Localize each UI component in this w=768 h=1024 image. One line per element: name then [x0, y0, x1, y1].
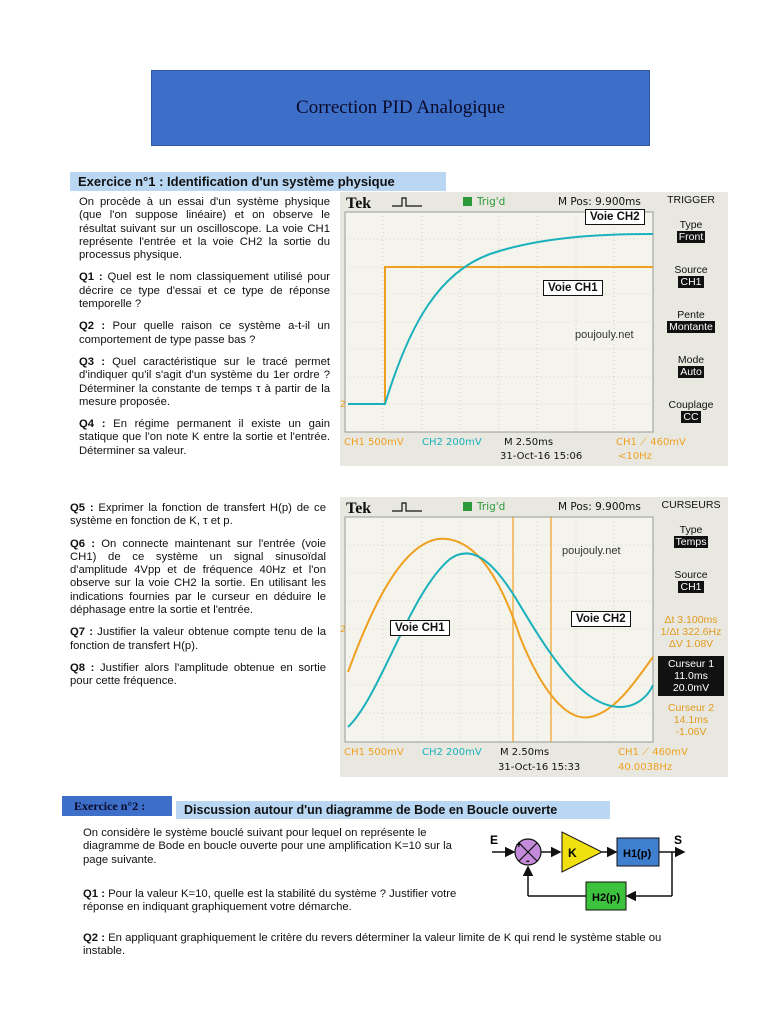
ex1-q7: Q7 : Justifier la valeur obtenue compte tenu de la fonction de transfert H(p).	[70, 626, 326, 652]
block-output-label: S	[674, 833, 683, 847]
exercise2-intro: On considère le système bouclé suivant pour lequel on représente le diagramme de Bode en boucle ouverte pour une amplification K=10 sur la page suivante.	[83, 827, 452, 866]
ex1-q5: Q5 : Exprimer la fonction de transfert H(p) de ce système en fonction de K, τ et p.	[70, 502, 326, 528]
scope2-timebase: M 2.50ms	[500, 747, 550, 758]
scope2-menu-item: Type Temps	[675, 524, 707, 548]
scope2-date: 31-Oct-16 15:33	[498, 762, 581, 773]
scope2-watermark: poujouly.net	[562, 545, 621, 557]
ex1-q1: Q1 : Quel est le nom classiquement utilisé pour décrire ce type d'essai et ce type de réponse temporelle ?	[79, 271, 330, 311]
scope2-delta-readout: Δt 3.100ms 1/Δt 322.6Hz ΔV 1.08V	[660, 614, 722, 650]
scope1-menu-title: TRIGGER	[667, 194, 715, 206]
page-title: Correction PID Analogique	[296, 97, 505, 118]
exercise2-q1: Q1 : Pour la valeur K=10, quelle est la stabilité du système ? Justifier votre réponse en indiquant graphiquement votre démarche.	[83, 888, 457, 914]
exercise1-header: Exercice n°1 : Identification d'un système physique	[70, 172, 446, 191]
scope2-ground-marker: 2	[340, 625, 346, 635]
ex1-intro: On procède à un essai d'un système physique (que l'on suppose linéaire) et on observe le résultat suivant sur un oscilloscope. La voie CH1 représente l'entrée et la voie CH2 la sortie du processus physique.	[79, 196, 330, 262]
scope2-brand: Tek	[346, 500, 372, 517]
scope1-label-ch1: Voie CH1	[543, 280, 603, 296]
scope2-trigger-icon	[392, 503, 422, 511]
scope2-ch2-scale: CH2 200mV	[422, 747, 482, 758]
sum-minus-sign: -	[526, 855, 530, 867]
scope2-menu-item: Source CH1	[674, 569, 708, 593]
ex1-q3: Q3 : Quel caractéristique sur le tracé permet d'indiquer qu'il s'agit d'un système du 1er ordre ? Déterminer la constante de temps τ à partir de la mesure proposée.	[79, 355, 330, 408]
oscilloscope-screenshot-1	[340, 192, 728, 466]
scope1-ch1-scale: CH1 500mV	[344, 437, 404, 448]
scope1-trig-indicator	[463, 197, 472, 206]
ex1-q6: Q6 : On connecte maintenant sur l'entrée (voie CH1) de ce système un signal sinusoïdal d'amplitude 4Vpp et de fréquence 40Hz et l'on observe sur la voie CH2 la sortie. En utilisant les indications fournies par le curseur en déduire le déphasage entre la sortie et l'entrée.	[70, 537, 326, 617]
scope1-freq: <10Hz	[618, 451, 652, 462]
scope1-menu-item: Source CH1	[674, 264, 708, 288]
exercise2-q2: Q2 : En appliquant graphiquement le critère du revers déterminer la valeur limite de K qui rend le système stable ou instable.	[83, 932, 662, 958]
scope2-trig-info: CH1 ⟋ 460mV	[618, 747, 688, 758]
scope1-menu-item: Mode Auto	[677, 354, 705, 378]
scope1-mpos: M Pos: 9.900ms	[558, 196, 641, 208]
ex1-q8: Q8 : Justifier alors l'amplitude obtenue en sortie pour cette fréquence.	[70, 661, 327, 688]
scope2-menu-title: CURSEURS	[661, 499, 721, 511]
scope1-label-ch2: Voie CH2	[585, 209, 645, 225]
exercise1-text-continued	[70, 502, 326, 698]
scope1-side-menu	[658, 194, 724, 444]
scope1-brand: Tek	[346, 195, 372, 212]
gain-label: K	[568, 846, 577, 860]
scope2-trig-text: Trig'd	[477, 501, 506, 513]
title-banner	[151, 70, 650, 146]
scope1-timebase: M 2.50ms	[504, 437, 554, 448]
scope1-watermark: poujouly.net	[575, 329, 634, 341]
scope1-menu-item: Type Front	[678, 219, 704, 243]
block-input-label: E	[490, 833, 499, 847]
ex1-q2: Q2 : Pour quelle raison ce système a-t-il un comportement de type passe bas ?	[79, 320, 330, 346]
scope2-label-ch2: Voie CH2	[571, 611, 631, 627]
h1-label: H1(p)	[623, 848, 652, 860]
scope2-side-menu	[658, 499, 724, 738]
exercise2-header: Discussion autour d'un diagramme de Bode en Boucle ouverte	[176, 801, 610, 819]
scope1-menu-item: Couplage CC	[668, 399, 714, 423]
scope2-ch1-scale: CH1 500mV	[344, 747, 404, 758]
scope1-trigger-icon	[392, 198, 422, 206]
ex1-q4: Q4 : En régime permanent il existe un gain statique que l'on note K entre la sortie et l'entrée. Déterminer sa valeur.	[79, 418, 330, 457]
scope2-cursor2-readout: Curseur 2 14.1ms -1.06V	[667, 702, 715, 738]
scope1-date: 31-Oct-16 15:06	[500, 451, 583, 462]
scope2-freq: 40.0038Hz	[618, 762, 673, 773]
h2-label: H2(p)	[592, 892, 621, 904]
sum-plus-sign: +	[516, 840, 522, 851]
scope2-trig-indicator	[463, 502, 472, 511]
scope1-trig-info: CH1 ⟋ 460mV	[616, 437, 686, 448]
scope2-cursor1-readout: Curseur 1 11.0ms 20.0mV	[658, 656, 724, 696]
scope1-ch2-scale: CH2 200mV	[422, 437, 482, 448]
block-diagram	[484, 820, 694, 915]
scope2-label-ch1: Voie CH1	[390, 620, 450, 636]
scope1-menu-item: Pente Montante	[669, 309, 713, 333]
scope2-mpos: M Pos: 9.900ms	[558, 501, 641, 513]
scope1-ground-marker: 2	[340, 400, 346, 410]
exercise2-badge: Exercice n°2 :	[62, 796, 172, 816]
scope1-trig-text: Trig'd	[477, 196, 506, 208]
exercise1-text	[79, 196, 330, 467]
scope1-graticule	[345, 212, 653, 432]
oscilloscope-screenshot-2	[340, 497, 728, 777]
